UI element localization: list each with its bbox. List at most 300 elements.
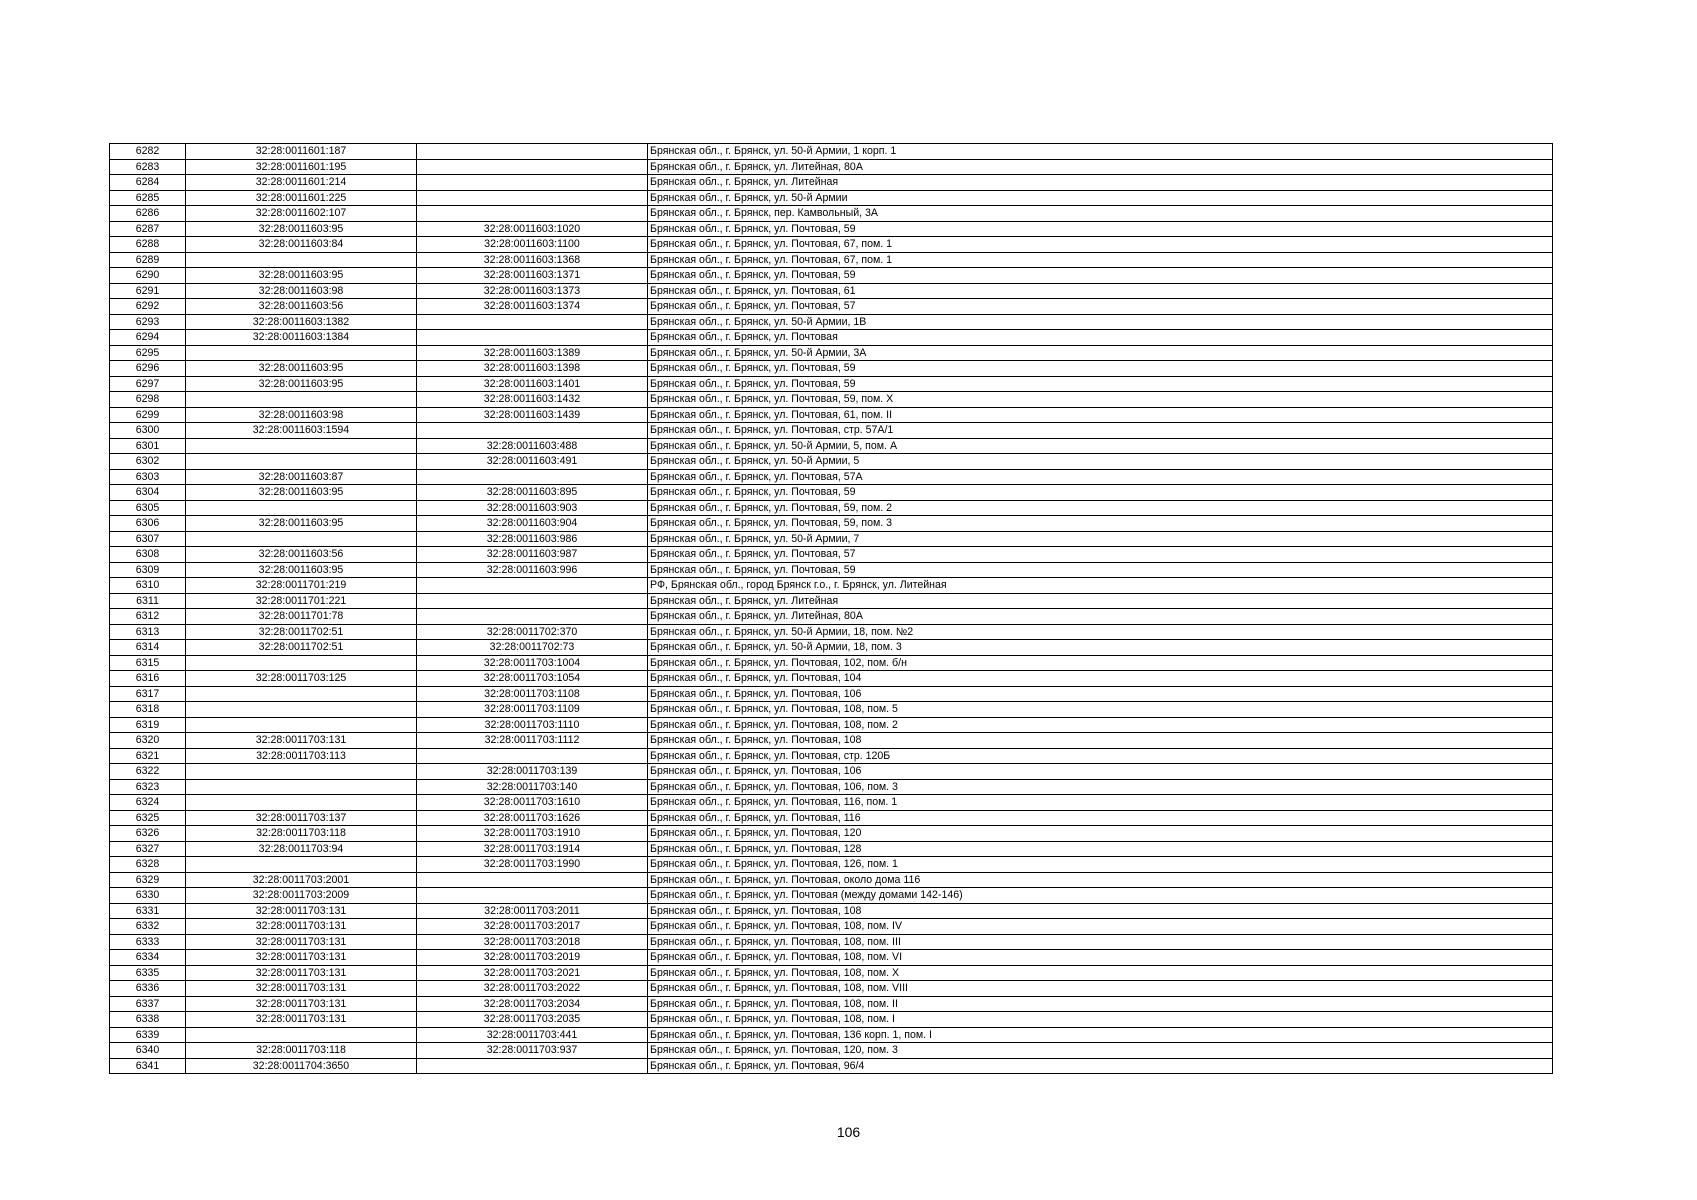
object-cadastral-number-cell — [417, 423, 648, 439]
table-row — [110, 934, 1553, 950]
address-cell: Брянская обл., г. Брянск, ул. Почтовая, 108, пом. III — [648, 934, 1553, 950]
parcel-cadastral-number-cell — [186, 500, 417, 516]
parcel-cadastral-number-cell: 32:28:0011701:78 — [186, 609, 417, 625]
row-number-cell: 6283 — [110, 159, 186, 175]
table-row — [110, 562, 1553, 578]
table-row — [110, 516, 1553, 532]
address-cell: Брянская обл., г. Брянск, ул. Почтовая, 116, пом. 1 — [648, 795, 1553, 811]
object-cadastral-number-cell: 32:28:0011703:2034 — [417, 996, 648, 1012]
address-cell: Брянская обл., г. Брянск, ул. Почтовая, 57 — [648, 299, 1553, 315]
row-number-cell: 6330 — [110, 888, 186, 904]
address-cell: Брянская обл., г. Брянск, ул. Почтовая, стр. 57А/1 — [648, 423, 1553, 439]
table-row — [110, 190, 1553, 206]
row-number-cell: 6306 — [110, 516, 186, 532]
table-row — [110, 779, 1553, 795]
row-number-cell: 6293 — [110, 314, 186, 330]
parcel-cadastral-number-cell — [186, 454, 417, 470]
row-number-cell: 6323 — [110, 779, 186, 795]
table-row — [110, 345, 1553, 361]
table-row — [110, 361, 1553, 377]
address-cell: Брянская обл., г. Брянск, ул. Почтовая, 59 — [648, 361, 1553, 377]
object-cadastral-number-cell: 32:28:0011703:2019 — [417, 950, 648, 966]
table-row — [110, 268, 1553, 284]
object-cadastral-number-cell — [417, 159, 648, 175]
table-row — [110, 299, 1553, 315]
parcel-cadastral-number-cell: 32:28:0011603:98 — [186, 283, 417, 299]
object-cadastral-number-cell: 32:28:0011703:2017 — [417, 919, 648, 935]
page-number: 106 — [836, 1124, 861, 1140]
object-cadastral-number-cell: 32:28:0011703:1108 — [417, 686, 648, 702]
address-cell: Брянская обл., г. Брянск, ул. Почтовая, 108, пом. 5 — [648, 702, 1553, 718]
row-number-cell: 6336 — [110, 981, 186, 997]
object-cadastral-number-cell: 32:28:0011703:139 — [417, 764, 648, 780]
address-cell: Брянская обл., г. Брянск, ул. Литейная, 80А — [648, 159, 1553, 175]
table-row — [110, 965, 1553, 981]
table-row — [110, 423, 1553, 439]
parcel-cadastral-number-cell: 32:28:0011603:56 — [186, 299, 417, 315]
address-cell: Брянская обл., г. Брянск, ул. Почтовая, 59 — [648, 562, 1553, 578]
parcel-cadastral-number-cell — [186, 392, 417, 408]
object-cadastral-number-cell — [417, 888, 648, 904]
table-row — [110, 826, 1553, 842]
table-row — [110, 485, 1553, 501]
parcel-cadastral-number-cell — [186, 702, 417, 718]
table-row — [110, 469, 1553, 485]
parcel-cadastral-number-cell: 32:28:0011702:51 — [186, 640, 417, 656]
table-row — [110, 454, 1553, 470]
row-number-cell: 6328 — [110, 857, 186, 873]
row-number-cell: 6284 — [110, 175, 186, 191]
table-row — [110, 1043, 1553, 1059]
object-cadastral-number-cell: 32:28:0011703:1990 — [417, 857, 648, 873]
table-row — [110, 531, 1553, 547]
row-number-cell: 6340 — [110, 1043, 186, 1059]
parcel-cadastral-number-cell: 32:28:0011702:51 — [186, 624, 417, 640]
row-number-cell: 6299 — [110, 407, 186, 423]
address-cell: Брянская обл., г. Брянск, ул. Почтовая, 108, пом. X — [648, 965, 1553, 981]
parcel-cadastral-number-cell — [186, 438, 417, 454]
address-cell: Брянская обл., г. Брянск, ул. Почтовая, 59 — [648, 485, 1553, 501]
object-cadastral-number-cell: 32:28:0011703:1109 — [417, 702, 648, 718]
parcel-cadastral-number-cell: 32:28:0011704:3650 — [186, 1058, 417, 1074]
address-cell: Брянская обл., г. Брянск, ул. Почтовая, 59 — [648, 268, 1553, 284]
address-cell: Брянская обл., г. Брянск, ул. Почтовая, 106, пом. 3 — [648, 779, 1553, 795]
parcel-cadastral-number-cell: 32:28:0011703:118 — [186, 826, 417, 842]
row-number-cell: 6286 — [110, 206, 186, 222]
row-number-cell: 6298 — [110, 392, 186, 408]
row-number-cell: 6303 — [110, 469, 186, 485]
table-row — [110, 733, 1553, 749]
address-cell: Брянская обл., г. Брянск, ул. Почтовая, 57А — [648, 469, 1553, 485]
object-cadastral-number-cell — [417, 609, 648, 625]
parcel-cadastral-number-cell: 32:28:0011603:95 — [186, 268, 417, 284]
object-cadastral-number-cell — [417, 190, 648, 206]
row-number-cell: 6296 — [110, 361, 186, 377]
address-cell: Брянская обл., г. Брянск, ул. Почтовая, 108, пом. VIII — [648, 981, 1553, 997]
row-number-cell: 6318 — [110, 702, 186, 718]
parcel-cadastral-number-cell: 32:28:0011703:131 — [186, 996, 417, 1012]
parcel-cadastral-number-cell: 32:28:0011703:131 — [186, 1012, 417, 1028]
address-cell: Брянская обл., г. Брянск, ул. Почтовая, 59 — [648, 376, 1553, 392]
table-row — [110, 252, 1553, 268]
address-cell: Брянская обл., г. Брянск, ул. 50-й Армии, 5, пом. А — [648, 438, 1553, 454]
table-row — [110, 175, 1553, 191]
object-cadastral-number-cell: 32:28:0011603:1398 — [417, 361, 648, 377]
object-cadastral-number-cell: 32:28:0011703:441 — [417, 1027, 648, 1043]
object-cadastral-number-cell — [417, 314, 648, 330]
row-number-cell: 6325 — [110, 810, 186, 826]
row-number-cell: 6307 — [110, 531, 186, 547]
address-cell: Брянская обл., г. Брянск, ул. Почтовая, 104 — [648, 671, 1553, 687]
table-row — [110, 547, 1553, 563]
row-number-cell: 6287 — [110, 221, 186, 237]
parcel-cadastral-number-cell — [186, 1027, 417, 1043]
row-number-cell: 6305 — [110, 500, 186, 516]
object-cadastral-number-cell: 32:28:0011603:1371 — [417, 268, 648, 284]
address-cell: Брянская обл., г. Брянск, ул. Почтовая, 108, пом. I — [648, 1012, 1553, 1028]
row-number-cell: 6310 — [110, 578, 186, 594]
parcel-cadastral-number-cell — [186, 531, 417, 547]
table-row — [110, 686, 1553, 702]
object-cadastral-number-cell — [417, 206, 648, 222]
parcel-cadastral-number-cell: 32:28:0011603:1594 — [186, 423, 417, 439]
row-number-cell: 6322 — [110, 764, 186, 780]
parcel-cadastral-number-cell — [186, 655, 417, 671]
table-row — [110, 407, 1553, 423]
address-cell: Брянская обл., г. Брянск, ул. Почтовая, 120 — [648, 826, 1553, 842]
object-cadastral-number-cell: 32:28:0011603:491 — [417, 454, 648, 470]
row-number-cell: 6282 — [110, 144, 186, 160]
object-cadastral-number-cell: 32:28:0011703:2022 — [417, 981, 648, 997]
address-cell: Брянская обл., г. Брянск, ул. 50-й Армии, 18, пом. 3 — [648, 640, 1553, 656]
object-cadastral-number-cell: 32:28:0011703:1110 — [417, 717, 648, 733]
parcel-cadastral-number-cell: 32:28:0011603:95 — [186, 516, 417, 532]
parcel-cadastral-number-cell: 32:28:0011703:94 — [186, 841, 417, 857]
object-cadastral-number-cell: 32:28:0011603:987 — [417, 547, 648, 563]
row-number-cell: 6324 — [110, 795, 186, 811]
address-cell: Брянская обл., г. Брянск, ул. Почтовая, 108, пом. 2 — [648, 717, 1553, 733]
address-cell: Брянская обл., г. Брянск, ул. Почтовая, 102, пом. б/н — [648, 655, 1553, 671]
address-cell: Брянская обл., г. Брянск, ул. Почтовая, 106 — [648, 686, 1553, 702]
table-row — [110, 159, 1553, 175]
object-cadastral-number-cell: 32:28:0011703:2021 — [417, 965, 648, 981]
row-number-cell: 6313 — [110, 624, 186, 640]
address-cell: Брянская обл., г. Брянск, ул. Почтовая, 126, пом. 1 — [648, 857, 1553, 873]
table-row — [110, 237, 1553, 253]
parcel-cadastral-number-cell: 32:28:0011603:84 — [186, 237, 417, 253]
address-cell: Брянская обл., г. Брянск, ул. Почтовая, 128 — [648, 841, 1553, 857]
object-cadastral-number-cell: 32:28:0011702:370 — [417, 624, 648, 640]
row-number-cell: 6304 — [110, 485, 186, 501]
parcel-cadastral-number-cell: 32:28:0011701:221 — [186, 593, 417, 609]
address-cell: Брянская обл., г. Брянск, ул. Почтовая, 67, пом. 1 — [648, 237, 1553, 253]
address-cell: Брянская обл., г. Брянск, ул. Почтовая, 67, пом. 1 — [648, 252, 1553, 268]
address-cell: Брянская обл., г. Брянск, ул. Почтовая, 57 — [648, 547, 1553, 563]
address-cell: Брянская обл., г. Брянск, ул. Почтовая, стр. 120Б — [648, 748, 1553, 764]
object-cadastral-number-cell: 32:28:0011703:1112 — [417, 733, 648, 749]
table-row — [110, 764, 1553, 780]
parcel-cadastral-number-cell: 32:28:0011601:225 — [186, 190, 417, 206]
row-number-cell: 6308 — [110, 547, 186, 563]
table-row — [110, 1012, 1553, 1028]
object-cadastral-number-cell: 32:28:0011603:1100 — [417, 237, 648, 253]
table-row — [110, 950, 1553, 966]
address-cell: Брянская обл., г. Брянск, ул. Почтовая, 108 — [648, 733, 1553, 749]
table-row — [110, 872, 1553, 888]
row-number-cell: 6291 — [110, 283, 186, 299]
table-row — [110, 314, 1553, 330]
object-cadastral-number-cell: 32:28:0011603:903 — [417, 500, 648, 516]
row-number-cell: 6292 — [110, 299, 186, 315]
object-cadastral-number-cell: 32:28:0011703:2018 — [417, 934, 648, 950]
table-row — [110, 392, 1553, 408]
address-cell: Брянская обл., г. Брянск, ул. Почтовая, 61 — [648, 283, 1553, 299]
row-number-cell: 6321 — [110, 748, 186, 764]
object-cadastral-number-cell — [417, 578, 648, 594]
object-cadastral-number-cell: 32:28:0011703:2011 — [417, 903, 648, 919]
table-row — [110, 671, 1553, 687]
parcel-cadastral-number-cell — [186, 795, 417, 811]
table-row — [110, 609, 1553, 625]
address-cell: Брянская обл., г. Брянск, ул. 50-й Армии, 1В — [648, 314, 1553, 330]
row-number-cell: 6302 — [110, 454, 186, 470]
address-cell: Брянская обл., г. Брянск, ул. 50-й Армии, 18, пом. №2 — [648, 624, 1553, 640]
row-number-cell: 6338 — [110, 1012, 186, 1028]
row-number-cell: 6289 — [110, 252, 186, 268]
row-number-cell: 6319 — [110, 717, 186, 733]
row-number-cell: 6334 — [110, 950, 186, 966]
table-row — [110, 624, 1553, 640]
table-row — [110, 1027, 1553, 1043]
object-cadastral-number-cell: 32:28:0011703:937 — [417, 1043, 648, 1059]
row-number-cell: 6337 — [110, 996, 186, 1012]
address-cell: Брянская обл., г. Брянск, ул. Почтовая — [648, 330, 1553, 346]
row-number-cell: 6290 — [110, 268, 186, 284]
address-cell: Брянская обл., г. Брянск, ул. Почтовая, 108 — [648, 903, 1553, 919]
parcel-cadastral-number-cell: 32:28:0011603:95 — [186, 376, 417, 392]
row-number-cell: 6314 — [110, 640, 186, 656]
table-row — [110, 330, 1553, 346]
object-cadastral-number-cell — [417, 872, 648, 888]
parcel-cadastral-number-cell: 32:28:0011603:98 — [186, 407, 417, 423]
parcel-cadastral-number-cell: 32:28:0011703:131 — [186, 919, 417, 935]
parcel-cadastral-number-cell: 32:28:0011601:214 — [186, 175, 417, 191]
address-cell: Брянская обл., г. Брянск, ул. Почтовая, 61, пом. II — [648, 407, 1553, 423]
table-row — [110, 702, 1553, 718]
object-cadastral-number-cell: 32:28:0011603:895 — [417, 485, 648, 501]
address-cell: Брянская обл., г. Брянск, ул. Литейная — [648, 175, 1553, 191]
table-row — [110, 810, 1553, 826]
row-number-cell: 6341 — [110, 1058, 186, 1074]
row-number-cell: 6335 — [110, 965, 186, 981]
table-row — [110, 376, 1553, 392]
parcel-cadastral-number-cell: 32:28:0011703:125 — [186, 671, 417, 687]
address-cell: Брянская обл., г. Брянск, ул. Почтовая, 59, пом. 2 — [648, 500, 1553, 516]
object-cadastral-number-cell: 32:28:0011603:1368 — [417, 252, 648, 268]
registry-table — [109, 143, 1553, 1074]
parcel-cadastral-number-cell: 32:28:0011601:195 — [186, 159, 417, 175]
table-row — [110, 717, 1553, 733]
object-cadastral-number-cell — [417, 330, 648, 346]
address-cell: Брянская обл., г. Брянск, ул. Почтовая, 116 — [648, 810, 1553, 826]
object-cadastral-number-cell: 32:28:0011703:140 — [417, 779, 648, 795]
row-number-cell: 6309 — [110, 562, 186, 578]
table-row — [110, 500, 1553, 516]
parcel-cadastral-number-cell — [186, 779, 417, 795]
row-number-cell: 6333 — [110, 934, 186, 950]
object-cadastral-number-cell: 32:28:0011603:1373 — [417, 283, 648, 299]
table-row — [110, 1058, 1553, 1074]
row-number-cell: 6327 — [110, 841, 186, 857]
object-cadastral-number-cell: 32:28:0011603:488 — [417, 438, 648, 454]
parcel-cadastral-number-cell — [186, 345, 417, 361]
row-number-cell: 6312 — [110, 609, 186, 625]
object-cadastral-number-cell: 32:28:0011603:996 — [417, 562, 648, 578]
parcel-cadastral-number-cell — [186, 764, 417, 780]
parcel-cadastral-number-cell: 32:28:0011703:118 — [186, 1043, 417, 1059]
parcel-cadastral-number-cell: 32:28:0011603:56 — [186, 547, 417, 563]
parcel-cadastral-number-cell: 32:28:0011703:131 — [186, 965, 417, 981]
parcel-cadastral-number-cell: 32:28:0011603:87 — [186, 469, 417, 485]
address-cell: Брянская обл., г. Брянск, ул. 50-й Армии — [648, 190, 1553, 206]
table-row — [110, 640, 1553, 656]
parcel-cadastral-number-cell: 32:28:0011703:113 — [186, 748, 417, 764]
address-cell: Брянская обл., г. Брянск, ул. Почтовая, около дома 116 — [648, 872, 1553, 888]
object-cadastral-number-cell: 32:28:0011603:1389 — [417, 345, 648, 361]
row-number-cell: 6285 — [110, 190, 186, 206]
table-row — [110, 981, 1553, 997]
row-number-cell: 6316 — [110, 671, 186, 687]
object-cadastral-number-cell: 32:28:0011703:2035 — [417, 1012, 648, 1028]
row-number-cell: 6294 — [110, 330, 186, 346]
table-row — [110, 438, 1553, 454]
row-number-cell: 6320 — [110, 733, 186, 749]
row-number-cell: 6297 — [110, 376, 186, 392]
parcel-cadastral-number-cell — [186, 252, 417, 268]
parcel-cadastral-number-cell: 32:28:0011701:219 — [186, 578, 417, 594]
address-cell: Брянская обл., г. Брянск, ул. 50-й Армии, 7 — [648, 531, 1553, 547]
object-cadastral-number-cell: 32:28:0011603:1432 — [417, 392, 648, 408]
row-number-cell: 6311 — [110, 593, 186, 609]
object-cadastral-number-cell: 32:28:0011703:1626 — [417, 810, 648, 826]
object-cadastral-number-cell: 32:28:0011603:1374 — [417, 299, 648, 315]
parcel-cadastral-number-cell: 32:28:0011603:95 — [186, 221, 417, 237]
address-cell: Брянская обл., г. Брянск, ул. Почтовая, 106 — [648, 764, 1553, 780]
object-cadastral-number-cell — [417, 593, 648, 609]
address-cell: Брянская обл., г. Брянск, ул. Почтовая, 136 корп. 1, пом. I — [648, 1027, 1553, 1043]
address-cell: Брянская обл., г. Брянск, ул. Почтовая, 108, пом. II — [648, 996, 1553, 1012]
parcel-cadastral-number-cell — [186, 857, 417, 873]
object-cadastral-number-cell — [417, 175, 648, 191]
object-cadastral-number-cell: 32:28:0011703:1004 — [417, 655, 648, 671]
table-row — [110, 903, 1553, 919]
address-cell: Брянская обл., г. Брянск, ул. 50-й Армии, 5 — [648, 454, 1553, 470]
table-row — [110, 841, 1553, 857]
row-number-cell: 6332 — [110, 919, 186, 935]
parcel-cadastral-number-cell: 32:28:0011703:2009 — [186, 888, 417, 904]
object-cadastral-number-cell: 32:28:0011703:1914 — [417, 841, 648, 857]
parcel-cadastral-number-cell: 32:28:0011603:95 — [186, 562, 417, 578]
table-row — [110, 578, 1553, 594]
parcel-cadastral-number-cell: 32:28:0011703:2001 — [186, 872, 417, 888]
object-cadastral-number-cell: 32:28:0011703:1610 — [417, 795, 648, 811]
address-cell: Брянская обл., г. Брянск, ул. Почтовая (между домами 142-146) — [648, 888, 1553, 904]
object-cadastral-number-cell: 32:28:0011603:986 — [417, 531, 648, 547]
parcel-cadastral-number-cell: 32:28:0011703:131 — [186, 903, 417, 919]
table-row — [110, 221, 1553, 237]
parcel-cadastral-number-cell: 32:28:0011703:137 — [186, 810, 417, 826]
table-row — [110, 888, 1553, 904]
table-row — [110, 655, 1553, 671]
parcel-cadastral-number-cell: 32:28:0011703:131 — [186, 981, 417, 997]
object-cadastral-number-cell: 32:28:0011703:1054 — [417, 671, 648, 687]
table-row — [110, 795, 1553, 811]
object-cadastral-number-cell — [417, 1058, 648, 1074]
table-row — [110, 593, 1553, 609]
address-cell: Брянская обл., г. Брянск, ул. Почтовая, 108, пом. VI — [648, 950, 1553, 966]
row-number-cell: 6317 — [110, 686, 186, 702]
object-cadastral-number-cell: 32:28:0011603:1401 — [417, 376, 648, 392]
registry-table-body — [110, 144, 1553, 1074]
object-cadastral-number-cell: 32:28:0011603:1439 — [417, 407, 648, 423]
object-cadastral-number-cell — [417, 748, 648, 764]
parcel-cadastral-number-cell: 32:28:0011603:95 — [186, 485, 417, 501]
table-row — [110, 206, 1553, 222]
row-number-cell: 6331 — [110, 903, 186, 919]
parcel-cadastral-number-cell: 32:28:0011703:131 — [186, 934, 417, 950]
object-cadastral-number-cell: 32:28:0011702:73 — [417, 640, 648, 656]
parcel-cadastral-number-cell: 32:28:0011603:1382 — [186, 314, 417, 330]
row-number-cell: 6295 — [110, 345, 186, 361]
address-cell: Брянская обл., г. Брянск, ул. Литейная, 80А — [648, 609, 1553, 625]
row-number-cell: 6315 — [110, 655, 186, 671]
row-number-cell: 6300 — [110, 423, 186, 439]
row-number-cell: 6329 — [110, 872, 186, 888]
address-cell: Брянская обл., г. Брянск, ул. Почтовая, 96/4 — [648, 1058, 1553, 1074]
table-row — [110, 857, 1553, 873]
address-cell: Брянская обл., г. Брянск, пер. Камвольный, 3А — [648, 206, 1553, 222]
parcel-cadastral-number-cell: 32:28:0011603:95 — [186, 361, 417, 377]
object-cadastral-number-cell: 32:28:0011703:1910 — [417, 826, 648, 842]
object-cadastral-number-cell — [417, 469, 648, 485]
parcel-cadastral-number-cell: 32:28:0011602:107 — [186, 206, 417, 222]
row-number-cell: 6339 — [110, 1027, 186, 1043]
address-cell: РФ, Брянская обл., город Брянск г.о., г. Брянск, ул. Литейная — [648, 578, 1553, 594]
table-row — [110, 996, 1553, 1012]
parcel-cadastral-number-cell: 32:28:0011703:131 — [186, 733, 417, 749]
row-number-cell: 6301 — [110, 438, 186, 454]
address-cell: Брянская обл., г. Брянск, ул. Литейная — [648, 593, 1553, 609]
address-cell: Брянская обл., г. Брянск, ул. Почтовая, 59, пом. 3 — [648, 516, 1553, 532]
parcel-cadastral-number-cell — [186, 717, 417, 733]
address-cell: Брянская обл., г. Брянск, ул. Почтовая, 59 — [648, 221, 1553, 237]
address-cell: Брянская обл., г. Брянск, ул. 50-й Армии, 1 корп. 1 — [648, 144, 1553, 160]
object-cadastral-number-cell: 32:28:0011603:1020 — [417, 221, 648, 237]
parcel-cadastral-number-cell: 32:28:0011703:131 — [186, 950, 417, 966]
address-cell: Брянская обл., г. Брянск, ул. Почтовая, 108, пом. IV — [648, 919, 1553, 935]
parcel-cadastral-number-cell — [186, 686, 417, 702]
row-number-cell: 6288 — [110, 237, 186, 253]
row-number-cell: 6326 — [110, 826, 186, 842]
parcel-cadastral-number-cell: 32:28:0011601:187 — [186, 144, 417, 160]
table-row — [110, 748, 1553, 764]
address-cell: Брянская обл., г. Брянск, ул. 50-й Армии, 3А — [648, 345, 1553, 361]
parcel-cadastral-number-cell: 32:28:0011603:1384 — [186, 330, 417, 346]
address-cell: Брянская обл., г. Брянск, ул. Почтовая, 59, пом. X — [648, 392, 1553, 408]
object-cadastral-number-cell — [417, 144, 648, 160]
address-cell: Брянская обл., г. Брянск, ул. Почтовая, 120, пом. 3 — [648, 1043, 1553, 1059]
table-row — [110, 919, 1553, 935]
